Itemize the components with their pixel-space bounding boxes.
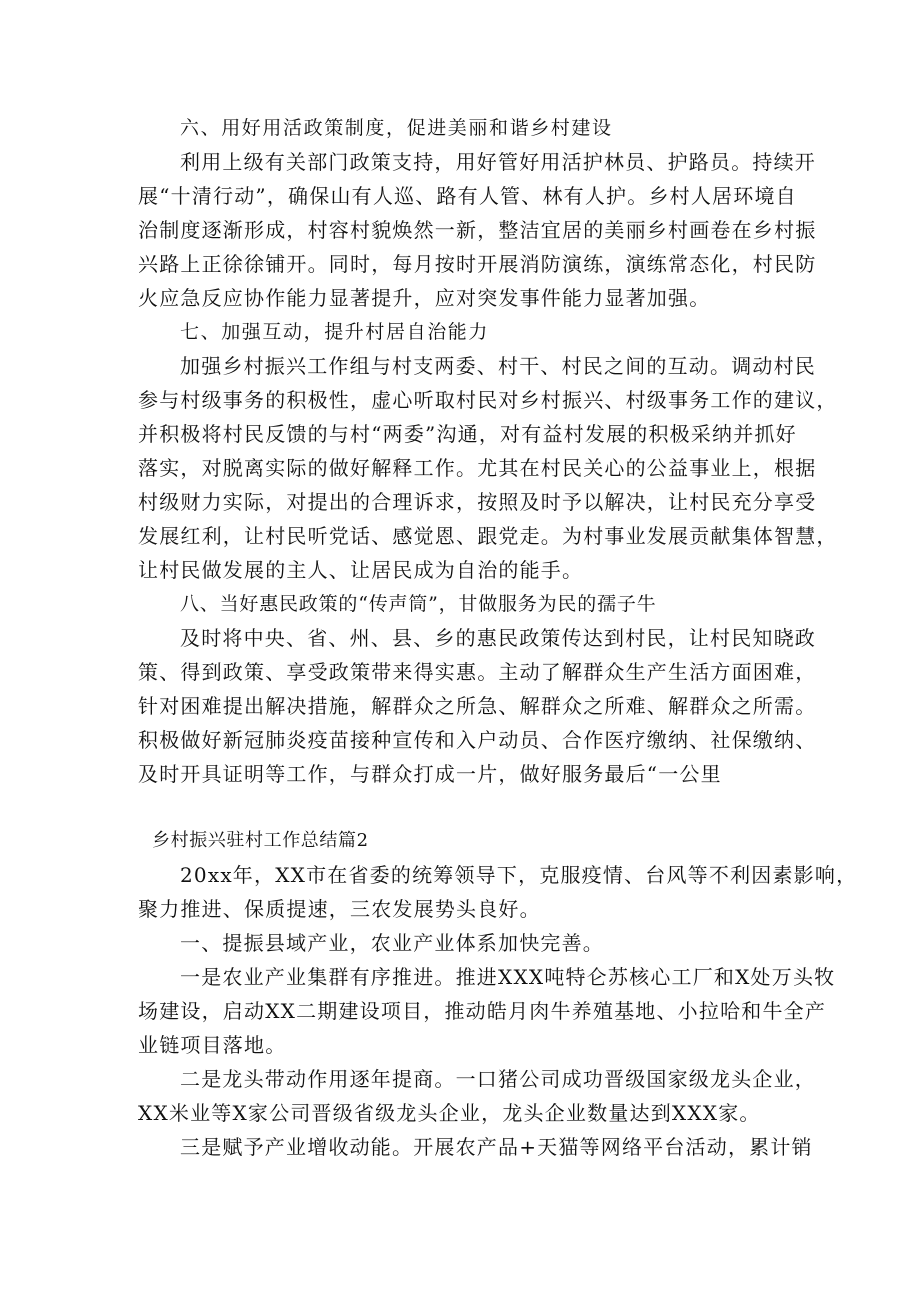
paragraph-line: 针对困难提出解决措施，解群众之所急、解群众之所难、解群众之所需。 (138, 694, 817, 718)
section-title: 乡村振兴驻村工作总结篇2 (152, 830, 369, 851)
paragraph-line: 积极做好新冠肺炎疫苗接种宣传和入户动员、合作医疗缴纳、社保缴纳、 (138, 728, 817, 752)
paragraph-line: 村级财力实际，对提出的合理诉求，按照及时予以解决，让村民充分享受 (138, 490, 817, 514)
paragraph-line: 二是龙头带动作用逐年提商。一口猪公司成功晋级国家级龙头企业， (180, 1067, 816, 1091)
paragraph-line: 三是赋予产业增收动能。开展农产品+天猫等网络平台活动，累计销 (180, 1135, 813, 1159)
paragraph-line: 发展红利，让村民听党话、感觉恩、跟党走。为村事业发展贡献集体智慧， (138, 524, 838, 548)
paragraph-line: 场建设，启动XX二期建设项目，推动皓月肉牛养殖基地、小拉哈和牛全产 (138, 999, 827, 1023)
paragraph-line: 让村民做发展的主人、让居民成为自治的能手。 (138, 558, 584, 582)
paragraph-line: 落实，对脱离实际的做好解释工作。尤其在村民关心的公益事业上，根据 (138, 456, 817, 480)
paragraph-line: 20xx年，XX市在省委的统筹领导下，克服疫情、台风等不利因素影响， (180, 863, 858, 887)
heading-seven: 七、加强互动，提升村居自治能力 (180, 321, 490, 343)
paragraph-line: 业链项目落地。 (138, 1033, 287, 1057)
paragraph-line: 火应急反应协作能力显著提升，应对突发事件能力显著加强。 (138, 286, 711, 310)
paragraph-line: 展“十清行动”，确保山有人巡、路有人管、林有人护。乡村人居环境自 (138, 184, 797, 208)
paragraph-line: 利用上级有关部门政策支持，用好管好用活护林员、护路员。持续开 (180, 150, 816, 174)
paragraph-line: 治制度逐渐形成，村容村貌焕然一新，整洁宜居的美丽乡村画卷在乡村振 (138, 218, 817, 242)
subheading: 一、提振县域产业，农业产业体系加快完善。 (180, 931, 604, 955)
paragraph-line: 及时将中央、省、州、县、乡的惠民政策传达到村民，让村民知晓政 (180, 626, 816, 650)
paragraph-line: 策、得到政策、享受政策带来得实惠。主动了解群众生产生活方面困难， (138, 660, 817, 684)
paragraph-line: 聚力推进、保质提速，三农发展势头良好。 (138, 897, 541, 921)
paragraph-line: 兴路上正徐徐铺开。同时，每月按时开展消防演练，演练常态化，村民防 (138, 252, 817, 276)
paragraph-line: 加强乡村振兴工作组与村支两委、村干、村民之间的互动。调动村民 (180, 354, 816, 378)
paragraph-line: 及时开具证明等工作，与群众打成一片，做好服务最后“一公里 (138, 762, 722, 786)
paragraph-line: 参与村级事务的积极性，虚心听取村民对乡村振兴、村级事务工作的建议， (138, 388, 838, 412)
paragraph-line: XX米业等X家公司晋级省级龙头企业，龙头企业数量达到XXX家。 (138, 1101, 761, 1125)
paragraph-line: 一是农业产业集群有序推进。推进XXX吨特仑苏核心工厂和X处万头牧 (180, 965, 836, 989)
heading-six: 六、用好用活政策制度，促进美丽和谐乡村建设 (180, 117, 613, 139)
paragraph-line: 并积极将村民反馈的与村“两委”沟通，对有益村发展的积极采纳并抓好 (138, 422, 797, 446)
heading-eight: 八、当好惠民政策的“传声筒”，甘做服务为民的孺子牛 (180, 593, 657, 615)
